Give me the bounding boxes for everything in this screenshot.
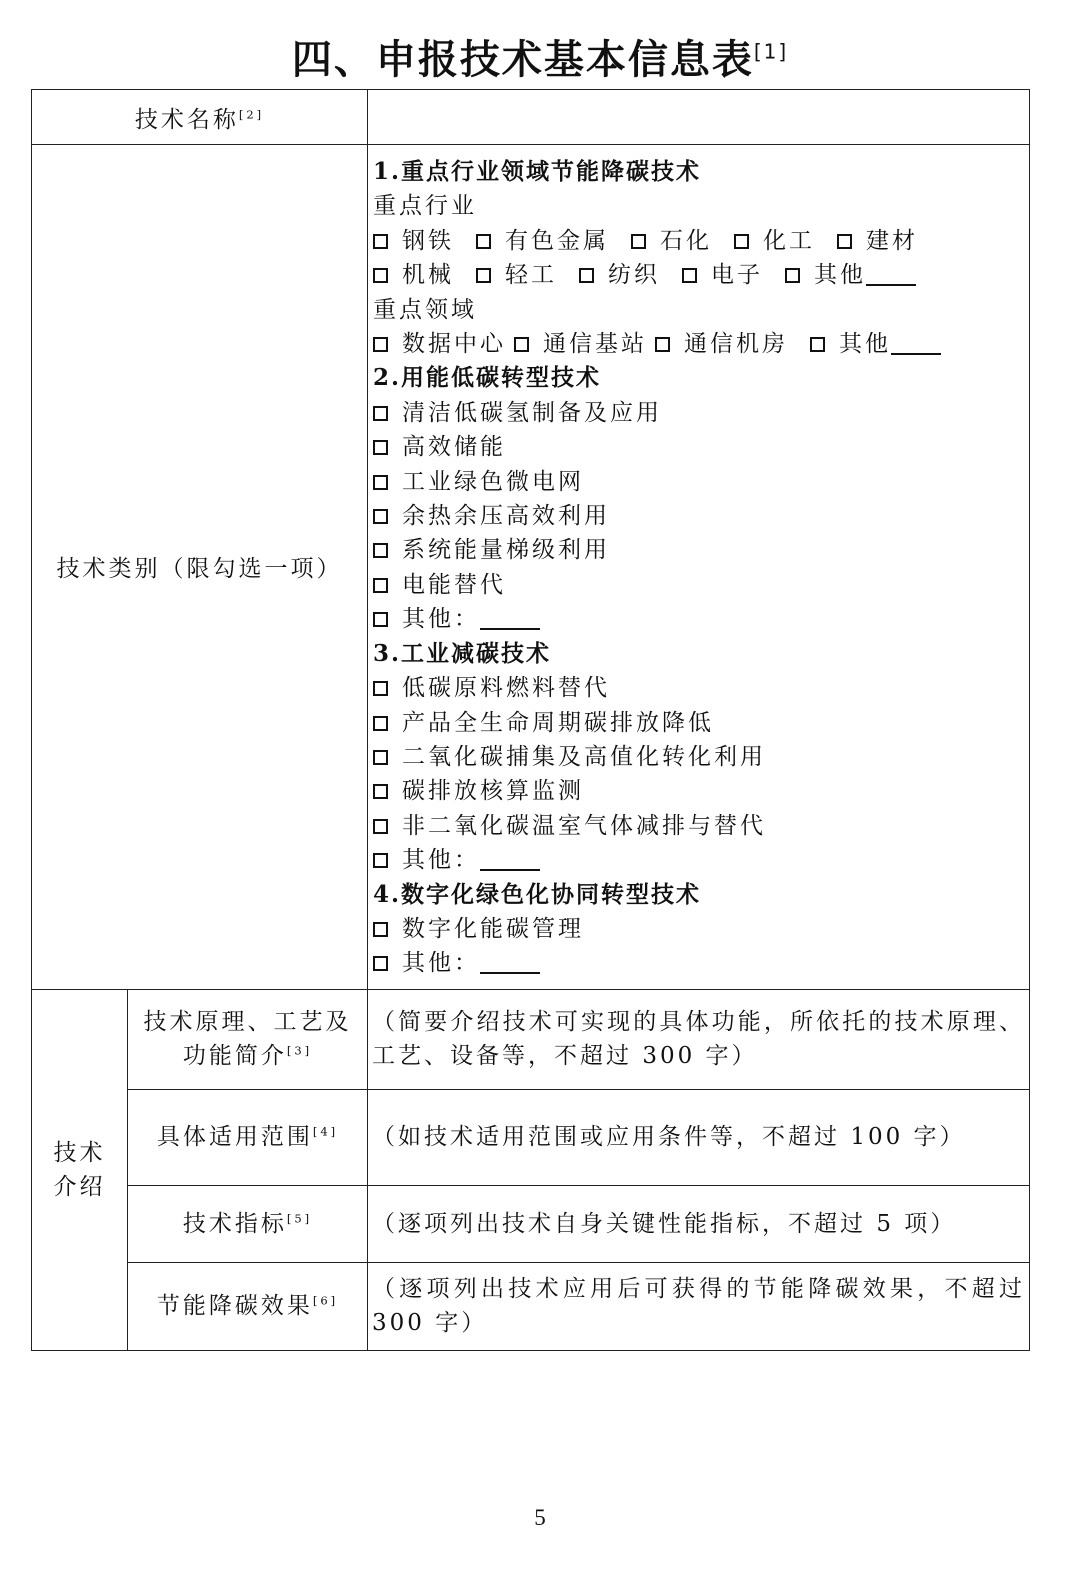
indicators-footnote-ref: [5] <box>286 1211 313 1226</box>
tech-intro-group-label <box>32 989 128 1350</box>
checkbox-option[interactable] <box>373 533 1029 567</box>
checkbox-icon <box>514 337 529 352</box>
checkbox-option[interactable] <box>682 258 763 292</box>
option-label: 建材 <box>866 227 919 254</box>
scope-footnote-ref: [4] <box>312 1124 339 1139</box>
checkbox-icon <box>373 716 388 731</box>
section-heading: 2.用能低碳转型技术 <box>373 364 602 392</box>
option-label: 数字化能碳管理 <box>402 915 585 942</box>
checkbox-option[interactable] <box>373 912 1029 946</box>
principle-label-text: 技术原理、工艺及功能简介 <box>143 1009 352 1070</box>
checkbox-icon <box>837 234 852 249</box>
checkbox-icon <box>476 268 491 283</box>
checkbox-icon <box>373 922 388 937</box>
option-label: 电子 <box>711 262 764 289</box>
principle-label <box>128 989 368 1089</box>
page-title <box>0 32 1080 88</box>
title-footnote-ref: [1] <box>753 39 789 64</box>
option-label: 产品全生命周期碳排放降低 <box>402 709 715 736</box>
checkbox-icon <box>373 819 388 834</box>
scope-field[interactable]: （如技术适用范围或应用条件等，不超过 100 字） <box>368 1089 1030 1185</box>
fill-in-blank[interactable] <box>891 331 941 355</box>
intro-row-scope <box>32 1089 1030 1185</box>
sub-label-fields: 重点领域 <box>373 296 478 323</box>
checkbox-icon <box>373 440 388 455</box>
checkbox-icon <box>810 337 825 352</box>
indicators-field[interactable]: （逐项列出技术自身关键性能指标，不超过 5 项） <box>368 1185 1030 1262</box>
tech-name-row <box>32 90 1030 145</box>
option-label: 低碳原料燃料替代 <box>402 675 611 702</box>
checkbox-icon <box>373 578 388 593</box>
section-heading: 4.数字化绿色化协同转型技术 <box>373 880 702 908</box>
option-label: 数据中心 <box>402 331 507 358</box>
option-label: 机械 <box>402 262 455 289</box>
option-label: 电能替代 <box>402 571 507 598</box>
checkbox-option[interactable] <box>631 224 712 258</box>
fill-in-blank[interactable] <box>866 262 916 286</box>
option-label: 有色金属 <box>505 227 610 254</box>
checkbox-icon <box>373 681 388 696</box>
checkbox-option[interactable] <box>373 602 1029 636</box>
option-label: 工业绿色微电网 <box>402 468 585 495</box>
option-label: 石化 <box>660 227 713 254</box>
effect-label-text: 节能降碳效果 <box>156 1293 313 1320</box>
checkbox-option[interactable] <box>373 706 1029 740</box>
page-number: 5 <box>534 1505 546 1530</box>
option-label: 钢铁 <box>402 227 455 254</box>
option-label: 化工 <box>763 227 816 254</box>
section-heading: 3.工业减碳技术 <box>373 639 552 667</box>
tech-name-label <box>32 90 368 145</box>
checkbox-icon <box>476 234 491 249</box>
option-label: 清洁低碳氢制备及应用 <box>402 399 663 426</box>
checkbox-icon <box>373 750 388 765</box>
checkbox-icon <box>373 612 388 627</box>
intro-row-indicators <box>32 1185 1030 1262</box>
checkbox-option[interactable] <box>373 774 1029 808</box>
option-label: 其他 <box>814 262 867 289</box>
checkbox-icon <box>373 509 388 524</box>
tech-category-row <box>32 145 1030 990</box>
checkbox-icon <box>373 337 388 352</box>
tech-name-field[interactable] <box>368 90 1030 145</box>
checkbox-option[interactable] <box>373 671 1029 705</box>
option-label: 轻工 <box>505 262 558 289</box>
checkbox-option[interactable] <box>734 224 815 258</box>
option-label: 其他 <box>839 331 892 358</box>
checkbox-option[interactable] <box>373 327 506 361</box>
option-label: 通信基站 <box>543 331 648 358</box>
tech-info-table <box>31 89 1030 1351</box>
option-label: 其他： <box>402 606 481 633</box>
principle-field[interactable]: （简要介绍技术可实现的具体功能，所依托的技术原理、工艺、设备等，不超过 300 字） <box>368 989 1030 1089</box>
tech-category-options <box>368 145 1030 990</box>
scope-label-text: 具体适用范围 <box>156 1124 313 1151</box>
principle-footnote-ref: [3] <box>286 1043 313 1058</box>
checkbox-icon <box>682 268 697 283</box>
option-label: 碳排放核算监测 <box>402 778 585 805</box>
tech-category-label: 技术类别（限勾选一项） <box>32 145 368 990</box>
fill-in-blank[interactable] <box>480 606 540 630</box>
fields-row <box>373 327 1029 361</box>
checkbox-option[interactable] <box>514 327 647 361</box>
indicators-label <box>128 1185 368 1262</box>
option-label: 非二氧化碳温室气体减排与替代 <box>402 812 767 839</box>
checkbox-option[interactable] <box>373 396 1029 430</box>
checkbox-icon <box>373 475 388 490</box>
effect-label <box>128 1262 368 1350</box>
checkbox-icon <box>373 234 388 249</box>
checkbox-icon <box>373 784 388 799</box>
checkbox-option[interactable] <box>579 258 660 292</box>
checkbox-icon <box>373 406 388 421</box>
checkbox-icon <box>734 234 749 249</box>
checkbox-option[interactable] <box>373 740 1029 774</box>
section-heading: 1.重点行业领域节能降碳技术 <box>373 158 702 185</box>
checkbox-option[interactable] <box>373 809 1029 843</box>
checkbox-option[interactable] <box>373 946 1029 980</box>
option-label: 通信机房 <box>684 331 789 358</box>
industries-row-2 <box>373 258 1029 292</box>
checkbox-option[interactable] <box>373 499 1029 533</box>
fill-in-blank[interactable] <box>480 950 540 974</box>
industries-row-1 <box>373 224 1029 258</box>
checkbox-option[interactable] <box>476 258 557 292</box>
option-label: 纺织 <box>608 262 661 289</box>
option-label: 余热余压高效利用 <box>402 503 611 530</box>
option-label: 高效储能 <box>402 434 507 461</box>
option-label: 系统能量梯级利用 <box>402 537 611 564</box>
effect-field[interactable]: （逐项列出技术应用后可获得的节能降碳效果，不超过 300 字） <box>368 1262 1030 1350</box>
tech-name-footnote-ref: [2] <box>238 106 265 121</box>
checkbox-icon <box>373 956 388 971</box>
checkbox-option[interactable] <box>810 327 941 361</box>
checkbox-option[interactable] <box>373 224 454 258</box>
fill-in-blank[interactable] <box>480 847 540 871</box>
checkbox-icon <box>579 268 594 283</box>
sub-label-industries: 重点行业 <box>373 193 478 220</box>
checkbox-option[interactable] <box>837 224 918 258</box>
option-label: 其他： <box>402 950 481 977</box>
checkbox-icon <box>373 853 388 868</box>
scope-label <box>128 1089 368 1185</box>
checkbox-icon <box>785 268 800 283</box>
checkbox-option[interactable] <box>373 258 454 292</box>
checkbox-option[interactable] <box>476 224 609 258</box>
checkbox-option[interactable] <box>785 258 916 292</box>
checkbox-option[interactable] <box>373 430 1029 464</box>
effect-footnote-ref: [6] <box>312 1293 339 1308</box>
checkbox-icon <box>373 268 388 283</box>
option-label: 二氧化碳捕集及高值化转化利用 <box>402 743 767 770</box>
checkbox-option[interactable] <box>373 843 1029 877</box>
checkbox-icon <box>373 543 388 558</box>
checkbox-option[interactable] <box>655 327 788 361</box>
intro-row-effect <box>32 1262 1030 1350</box>
tech-name-label-text: 技术名称 <box>134 106 239 133</box>
tech-intro-label-line-1: 技术 <box>53 1139 106 1166</box>
option-label: 其他： <box>402 847 481 874</box>
intro-row-principle <box>32 989 1030 1089</box>
checkbox-option[interactable] <box>373 568 1029 602</box>
page-title-text: 四、申报技术基本信息表 <box>291 37 754 83</box>
checkbox-option[interactable] <box>373 465 1029 499</box>
checkbox-icon <box>655 337 670 352</box>
checkbox-icon <box>631 234 646 249</box>
indicators-label-text: 技术指标 <box>182 1210 287 1237</box>
tech-intro-label-line-2: 介绍 <box>53 1173 106 1200</box>
